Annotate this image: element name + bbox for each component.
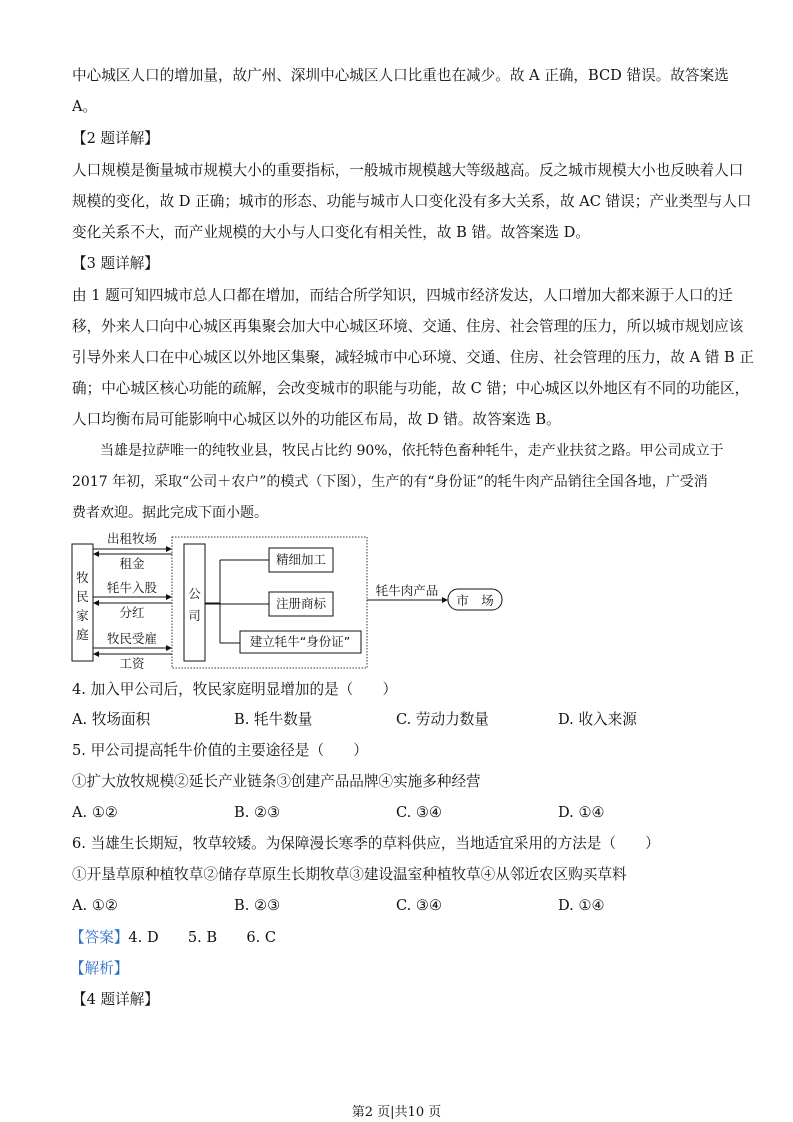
flow-label: 牦牛入股 — [106, 580, 158, 595]
activity-label: 建立牦牛“身份证” — [249, 634, 351, 649]
answer-line — [70, 928, 276, 948]
intro-line: 当雄是拉萨唯一的纯牧业县，牧民占比约 90%，依托特色畜种牦牛，走产业扶贫之路。甲公司成立于 — [100, 443, 724, 459]
herder-label: 牧 — [76, 570, 89, 585]
intro-line: 费者欢迎。据此完成下面小题。 — [72, 505, 268, 521]
company-label: 公 — [188, 586, 201, 601]
intro-line: 2017 年初，采取“公司＋农户”的模式（下图），生产的有“身份证”的牦牛肉产品销往全国各地，广受消 — [72, 474, 708, 490]
flow-label: 分红 — [119, 605, 145, 620]
herder-label: 家 — [76, 608, 89, 623]
q5-option-d: D. ①④ — [558, 804, 605, 821]
page-footer: 第2 页|共10 页 — [351, 1105, 442, 1120]
flow-label: 工资 — [119, 656, 145, 671]
q6-option-c: C. ③④ — [396, 897, 443, 914]
paragraph-line: 由 1 题可知四城市总人口都在增加，而结合所学知识，四城市经济发达，人口增加大都来源于人口的迁 — [72, 287, 733, 304]
q6-option-a: A. ①② — [72, 897, 118, 914]
q4-option-a: A. 牧场面积 — [72, 711, 151, 728]
paragraph-line: 人口均衡布局可能影响中心城区以外的功能区布局，故 D 错。故答案选 B。 — [72, 411, 561, 428]
paragraph-line: 规模的变化，故 D 正确；城市的形态、功能与城市人口变化没有多大关系，故 AC 错误；产业类型与人口 — [72, 193, 752, 210]
q5-option-c: C. ③④ — [396, 804, 443, 821]
company-label: 司 — [188, 608, 201, 623]
q4-option-d: D. 收入来源 — [558, 711, 637, 728]
section-heading: 【3 题详解】 — [72, 255, 159, 272]
flow-label: 牧民受雇 — [106, 631, 158, 646]
paragraph-line: 确；中心城区核心功能的疏解，会改变城市的职能与功能，故 C 错；中心城区以外地区有不同的功能区， — [72, 380, 750, 397]
answer-text: 4. D 5. B 6. C — [128, 929, 277, 946]
paragraph-line: A。 — [72, 98, 98, 115]
paragraph-line: 移，外来人口向中心城区再集聚会加大中心城区环境、交通、住房、社会管理的压力，所以城市规划应该 — [72, 318, 744, 335]
section-heading: 【2 题详解】 — [72, 130, 159, 147]
activity-label: 精细加工 — [275, 552, 327, 567]
paragraph-line: 中心城区人口的增加量，故广州、深圳中心城区人口比重也在减少。故 A 正确，BCD 错误。故答案选 — [72, 67, 729, 84]
question-5-stem: 5. 甲公司提高牦牛价值的主要途径是（ ） — [72, 742, 368, 759]
paragraph-line: 变化关系不大，而产业规模的大小与人口变化有相关性，故 B 错。故答案选 D。 — [72, 224, 590, 241]
herder-label: 庭 — [76, 627, 89, 642]
q5-option-a: A. ①② — [72, 804, 118, 821]
q4-option-b: B. 牦牛数量 — [234, 711, 313, 728]
activity-label: 注册商标 — [275, 596, 327, 611]
herder-label: 民 — [76, 589, 89, 604]
company-box — [184, 544, 205, 661]
product-label: 牦牛肉产品 — [375, 583, 439, 598]
question-4-stem: 4. 加入甲公司后，牧民家庭明显增加的是（ ） — [72, 681, 398, 698]
analysis-label: 【解析】 — [70, 960, 129, 977]
q6-option-b: B. ②③ — [234, 897, 281, 914]
paragraph-line: 引导外来人口在中心城区以外地区集聚，减轻城市中心环境、交通、住房、社会管理的压力，故 A 错 B 正 — [72, 349, 754, 366]
answer-label: 【答案】 — [70, 929, 129, 946]
flow-label: 租金 — [119, 556, 145, 571]
flow-label: 出租牧场 — [106, 531, 158, 546]
question-6-items: ①开垦草原种植牧草②储存草原生长期牧草③建设温室种植牧草④从邻近农区购买草料 — [72, 866, 627, 883]
q5-option-b: B. ②③ — [234, 804, 281, 821]
q6-option-d: D. ①④ — [558, 897, 605, 914]
section-heading: 【4 题详解】 — [72, 991, 159, 1008]
q4-option-c: C. 劳动力数量 — [396, 711, 489, 728]
question-5-items: ①扩大放牧规模②延长产业链条③创建产品品牌④实施多种经营 — [72, 773, 481, 790]
paragraph-line: 人口规模是衡量城市规模大小的重要指标，一般城市规模越大等级越高。反之城市规模大小也反映着人口 — [72, 162, 744, 179]
market-label: 市 场 — [456, 593, 494, 608]
question-6-stem: 6. 当雄生长期短，牧草较矮。为保障漫长寒季的草料供应，当地适宜采用的方法是（ ） — [72, 835, 660, 852]
